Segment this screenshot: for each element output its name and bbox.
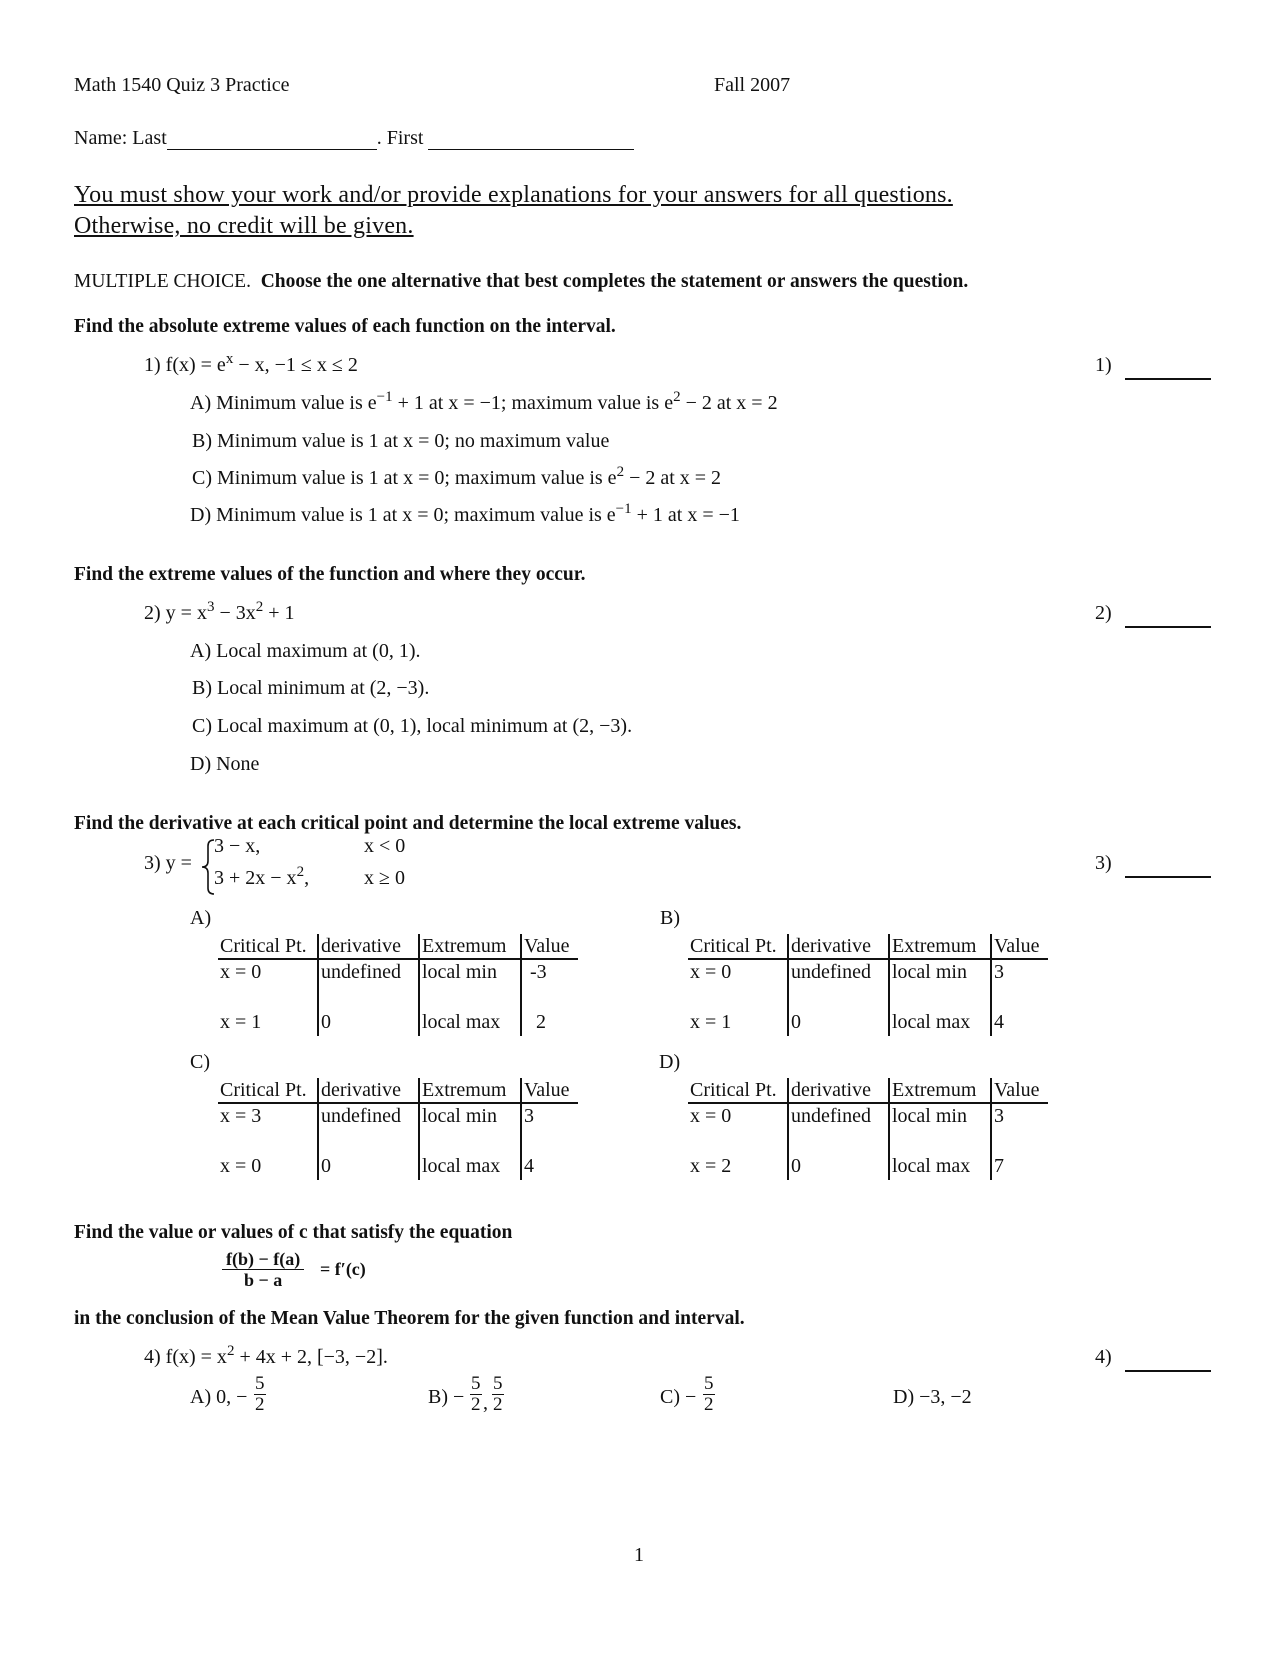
- extremum-cell: local min: [889, 1103, 991, 1154]
- header-derivative: derivative: [788, 934, 889, 959]
- q2-direction: Find the extreme values of the function and where they occur.: [74, 564, 586, 585]
- q3-option-b-letter[interactable]: B): [660, 907, 680, 929]
- q3-direction: Find the derivative at each critical point and determine the local extreme values.: [74, 813, 742, 834]
- table-row: [688, 1103, 1048, 1154]
- critical-point-cell: x = 1: [690, 1011, 732, 1033]
- header-derivative: derivative: [318, 1078, 419, 1103]
- fraction-five-halves: $\frac{5}{2}$: [493, 1373, 503, 1415]
- q2-option-c[interactable]: C) Local maximum at (0, 1), local minimum at (2, −3).: [192, 715, 633, 737]
- header-value: Value: [521, 934, 578, 959]
- header-derivative: derivative: [318, 934, 419, 959]
- table-row: [218, 1103, 578, 1154]
- value-cell: 3: [521, 1103, 578, 1154]
- mvt-equation-fraction: $\frac{f(b) - f(a)}{b - a}$: [222, 1249, 304, 1290]
- extremum-cell: local min: [419, 1103, 521, 1154]
- header-derivative: derivative: [788, 1078, 889, 1103]
- q1-option-d[interactable]: D) Minimum value is 1 at x = 0; maximum value is $e^{-1} + 1$ at x = −1: [190, 500, 740, 526]
- q3-piece-2: $3 + 2x - x^2$,: [214, 863, 310, 889]
- header-value: Value: [991, 934, 1048, 959]
- table-row: [688, 1154, 1048, 1180]
- derivative-cell: undefined: [318, 959, 419, 1010]
- critical-point-cell: x = 0: [220, 961, 262, 983]
- q3-option-a-letter[interactable]: A): [190, 907, 212, 929]
- q2-answer-blank[interactable]: [1125, 626, 1211, 628]
- header-extremum: Extremum: [889, 934, 991, 959]
- derivative-cell: 0: [788, 1010, 889, 1036]
- q4-number: 4): [144, 1346, 161, 1368]
- header-critical-pt: Critical Pt.: [218, 1078, 318, 1103]
- q4-option-c[interactable]: C) −: [660, 1386, 697, 1408]
- mc-instruction: [74, 271, 968, 293]
- value-cell: 4: [991, 1010, 1048, 1036]
- q4-option-b[interactable]: B) −: [428, 1386, 465, 1408]
- q3-number: 3) y =: [144, 852, 192, 874]
- derivative-cell: 0: [788, 1154, 889, 1180]
- name-last-label: Name: Last: [74, 127, 167, 149]
- q4-answer-label: 4): [1095, 1346, 1112, 1368]
- header-critical-pt: Critical Pt.: [218, 934, 318, 959]
- value-cell: 4: [521, 1154, 578, 1180]
- extremum-cell: local min: [889, 959, 991, 1010]
- q3-piece-1-condition: x < 0: [364, 835, 406, 857]
- value-cell: 7: [991, 1154, 1048, 1180]
- fraction-five-halves: $\frac{5}{2}$: [255, 1373, 265, 1415]
- q3-piece-1: 3 − x,: [214, 835, 261, 857]
- header-value: Value: [521, 1078, 578, 1103]
- table-row: [688, 959, 1048, 1010]
- course-title: Math 1540 Quiz 3 Practice: [74, 74, 290, 96]
- q1-stem: 1) $f(x) = e^x - x$, −1 ≤ x ≤ 2: [144, 350, 358, 376]
- value-cell: 2: [521, 1010, 578, 1036]
- fraction-five-halves: $\frac{5}{2}$: [704, 1373, 714, 1415]
- q4-option-b-separator: ,: [483, 1392, 488, 1414]
- q2-number: 2): [144, 602, 161, 624]
- q3-option-d-table: [688, 1078, 1048, 1180]
- q2-option-b[interactable]: B) Local minimum at (2, −3).: [192, 677, 430, 699]
- header-critical-pt: Critical Pt.: [688, 1078, 788, 1103]
- q1-answer-blank[interactable]: [1125, 378, 1211, 380]
- extremum-cell: local max: [889, 1010, 991, 1036]
- q3-answer-label: 3): [1095, 852, 1112, 874]
- extremum-cell: local min: [419, 959, 521, 1010]
- critical-point-cell: x = 2: [690, 1155, 732, 1177]
- derivative-cell: 0: [318, 1010, 419, 1036]
- table-row: [218, 1154, 578, 1180]
- header-extremum: Extremum: [889, 1078, 991, 1103]
- critical-point-cell: x = 3: [220, 1105, 262, 1127]
- critical-point-cell: x = 1: [220, 1011, 262, 1033]
- term-label: Fall 2007: [714, 74, 791, 96]
- q2-stem: 2) $y = x^3 - 3x^2 + 1$: [144, 598, 295, 624]
- first-name-field[interactable]: [428, 131, 634, 150]
- q2-option-d[interactable]: D) None: [190, 753, 260, 775]
- name-first-label: . First: [376, 127, 424, 149]
- q4-option-d[interactable]: D) −3, −2: [893, 1386, 972, 1408]
- q1-option-b[interactable]: B) Minimum value is 1 at x = 0; no maximum value: [192, 430, 610, 452]
- extremum-cell: local max: [889, 1154, 991, 1180]
- q4-direction-1: Find the value or values of c that satisfy the equation: [74, 1222, 513, 1243]
- page-number: 1: [634, 1544, 644, 1566]
- q3-answer-blank[interactable]: [1125, 876, 1211, 878]
- derivative-cell: 0: [318, 1154, 419, 1180]
- critical-point-cell: x = 0: [690, 961, 732, 983]
- header-critical-pt: Critical Pt.: [688, 934, 788, 959]
- header-value: Value: [991, 1078, 1048, 1103]
- q3-option-c-table: [218, 1078, 578, 1180]
- derivative-cell: undefined: [788, 959, 889, 1010]
- value-cell: 3: [991, 1103, 1048, 1154]
- q4-direction-2: in the conclusion of the Mean Value Theorem for the given function and interval.: [74, 1308, 745, 1329]
- work-instruction-line2: Otherwise, no credit will be given.: [74, 213, 414, 239]
- header-extremum: Extremum: [419, 1078, 521, 1103]
- mc-label: MULTIPLE CHOICE.: [74, 271, 251, 292]
- table-row: [688, 1010, 1048, 1036]
- q3-piece-2-condition: x ≥ 0: [364, 867, 405, 889]
- q1-option-a[interactable]: A) Minimum value is $e^{-1} + 1$ at x = −1; maximum value is $e^2 - 2$ at x = 2: [190, 388, 778, 414]
- extremum-cell: local max: [419, 1154, 521, 1180]
- q4-stem: 4) $f(x) = x^2 + 4x + 2$, [−3, −2].: [144, 1342, 388, 1368]
- name-row: [74, 127, 634, 150]
- header-extremum: Extremum: [419, 934, 521, 959]
- value-cell: -3: [521, 959, 578, 1010]
- q1-direction: Find the absolute extreme values of each function on the interval.: [74, 316, 616, 337]
- work-instruction-line1: You must show your work and/or provide explanations for your answers for all questions.: [74, 182, 953, 208]
- q2-option-a[interactable]: A) Local maximum at (0, 1).: [190, 640, 421, 662]
- critical-point-cell: x = 0: [220, 1155, 262, 1177]
- value-cell: 3: [991, 959, 1048, 1010]
- mvt-equation-rhs: = f′(c): [320, 1259, 366, 1279]
- table-row: [218, 1010, 578, 1036]
- last-name-field[interactable]: [167, 131, 377, 150]
- derivative-cell: undefined: [788, 1103, 889, 1154]
- q3-option-d-letter[interactable]: D): [659, 1051, 681, 1073]
- q1-option-c[interactable]: C) Minimum value is 1 at x = 0; maximum value is $e^2 - 2$ at x = 2: [192, 463, 722, 489]
- q4-answer-blank[interactable]: [1125, 1370, 1211, 1372]
- critical-point-cell: x = 0: [690, 1105, 732, 1127]
- q3-option-c-letter[interactable]: C): [190, 1051, 210, 1073]
- q1-answer-label: 1): [1095, 354, 1112, 376]
- q1-number: 1): [144, 354, 161, 376]
- table-row: [218, 959, 578, 1010]
- fraction-five-halves: $\frac{5}{2}$: [471, 1373, 481, 1415]
- derivative-cell: undefined: [318, 1103, 419, 1154]
- q4-option-a[interactable]: A) 0, −: [190, 1386, 248, 1408]
- extremum-cell: local max: [419, 1010, 521, 1036]
- q3-option-b-table: [688, 934, 1048, 1036]
- mc-text: Choose the one alternative that best completes the statement or answers the question.: [260, 271, 969, 292]
- q2-answer-label: 2): [1095, 602, 1112, 624]
- q3-option-a-table: [218, 934, 578, 1036]
